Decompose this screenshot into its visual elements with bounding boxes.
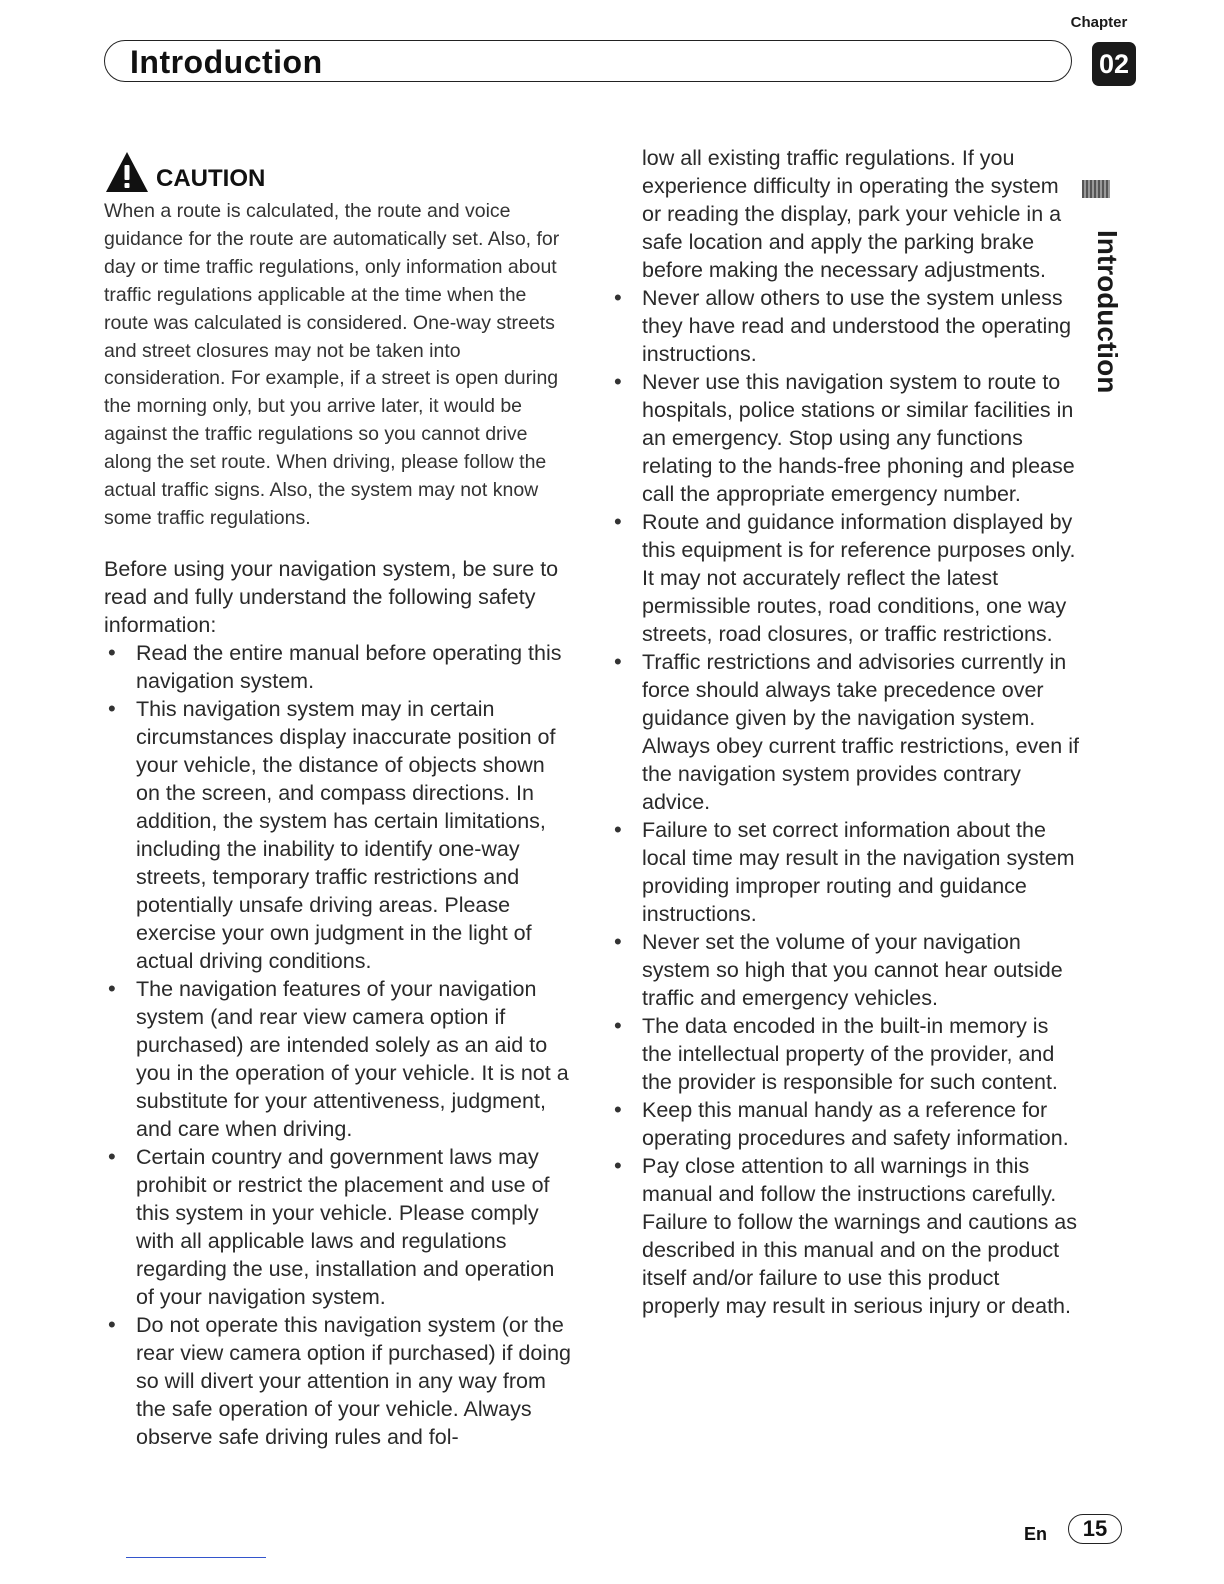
list-item: • Keep this manual handy as a reference for operating procedures and safety information. [610, 1096, 1080, 1152]
chapter-label: Chapter [1070, 14, 1128, 31]
list-item: • Route and guidance information displayed by this equipment is for reference purposes only. It may not accurately reflect the latest permissible routes, road conditions, one way streets, road closures, or traffic restrictions. [610, 508, 1080, 648]
left-column [104, 144, 574, 1451]
list-item: • Never allow others to use the system unless they have read and understood the operating instructions. [610, 284, 1080, 368]
final-warning-text: Failure to follow the warnings and cautions as described in this manual and on the product itself and/or failure to use this product properly may result in serious injury or death. [642, 1210, 1078, 1318]
language-code: En [1024, 1524, 1048, 1544]
list-item: • Never use this navigation system to route to hospitals, police stations or similar facilities in an emergency. Stop using any functions relating to the hands-free phoning and please call the appropriate emergency number. [610, 368, 1080, 508]
list-item: • Traffic restrictions and advisories currently in force should always take precedence over guidance given by the navigation system. Always obey current traffic restrictions, even if the navigation system provides contrary advice. [610, 648, 1080, 816]
left-bullet-list [104, 639, 574, 1451]
safety-intro: Before using your navigation system, be sure to read and fully understand the following safety information: [104, 556, 559, 637]
caution-text: When a route is calculated, the route and voice guidance for the route are automatically set. Also, for day or time traffic regulations, only information about traffic regulations applicable at the time when the route was calculated is considered. One-way streets and street closures may not be taken into consideration. For example, if a street is open during the morning only, but you arrive later, it would be against the traffic regulations so you cannot drive along the set route. When driving, please follow the actual traffic signs. Also, the system may not know some traffic regulations. [104, 200, 560, 529]
list-item: • The data encoded in the built-in memory is the intellectual property of the provider, and the provider is responsible for such content. [610, 1012, 1080, 1096]
right-bullet-list [610, 284, 1080, 1208]
caution-title: CAUTION [156, 165, 266, 192]
page-title: Introduction [130, 44, 323, 80]
list-item: • Certain country and government laws may prohibit or restrict the placement and use of this system in your vehicle. Please comply with all applicable laws and regulations regarding the use, installation and operation of your navigation system. [104, 1143, 574, 1311]
list-item: • Pay close attention to all warnings in this manual and follow the instructions carefully. [610, 1152, 1080, 1208]
page-number: 15 [1068, 1514, 1122, 1544]
side-tab-label: Introduction [1092, 230, 1123, 394]
footer-rule [126, 1557, 266, 1558]
side-tab-marker [1082, 180, 1110, 198]
list-item: • Do not operate this navigation system (or the rear view camera option if purchased) if doing so will divert your attention in any way from the safe operation of your vehicle. Always observe safe driving rules and fol- [104, 1311, 574, 1451]
right-column [610, 144, 1080, 1320]
caution-heading [104, 148, 574, 196]
warning-triangle-icon [104, 149, 150, 195]
list-item: • Read the entire manual before operating this navigation system. [104, 639, 574, 695]
list-item: • The navigation features of your navigation system (and rear view camera option if purchased) are intended solely as an aid to you in the operation of your vehicle. It is not a substitute for your attentiveness, judgment, and care when driving. [104, 975, 574, 1143]
list-item: • This navigation system may in certain circumstances display inaccurate position of your vehicle, the distance of objects shown on the screen, and compass directions. In addition, the system has certain limitations, including the inability to identify one-way streets, temporary traffic restrictions and potentially unsafe driving areas. Please exercise your own judgment in the light of actual driving conditions. [104, 695, 574, 975]
list-item: • Never set the volume of your navigation system so high that you cannot hear outside traffic and emergency vehicles. [610, 928, 1080, 1012]
chapter-number-badge: 02 [1092, 42, 1136, 86]
continued-text: low all existing traffic regulations. If you experience difficulty in operating the system or reading the display, park your vehicle in a safe location and apply the parking brake before making the necessary adjustments. [642, 146, 1062, 282]
list-item: • Failure to set correct information about the local time may result in the navigation system providing improper routing and guidance instructions. [610, 816, 1080, 928]
